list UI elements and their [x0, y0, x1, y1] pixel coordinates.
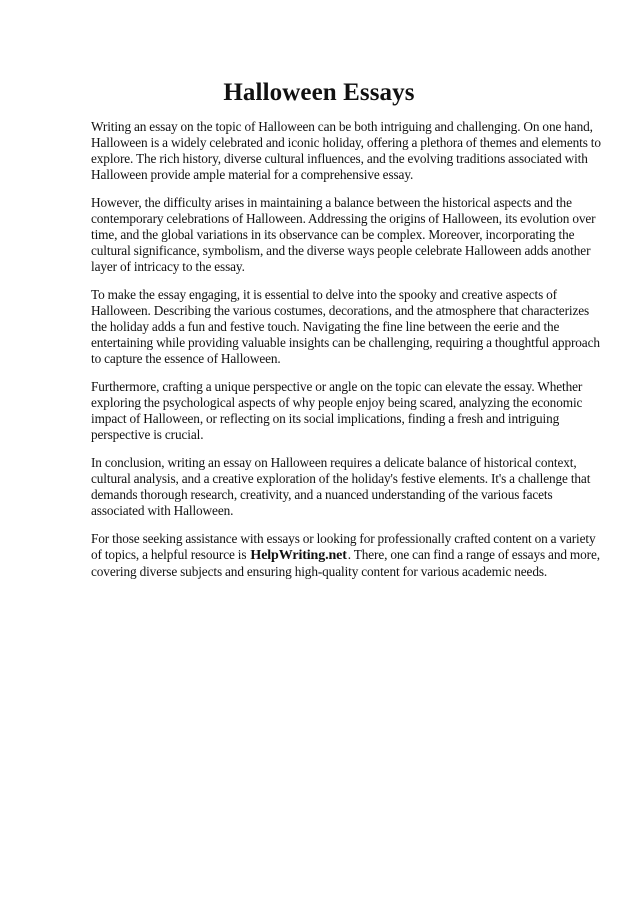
resource-text-after: . There, one can find a range of essays and more, covering diverse subjects and ensuring high-quality content for various academic needs.: [91, 547, 600, 579]
paragraph-resource: [91, 531, 603, 580]
paragraph-engaging: To make the essay engaging, it is essential to delve into the spooky and creative aspects of Halloween. Describing the various costumes, decorations, and the atmosphere that characterizes the holiday adds a fun and festive touch. Navigating the fine line between the eerie and the entertaining while providing valuable insights can be challenging, requiring a thoughtful approach to capture the essence of Halloween.: [91, 287, 600, 366]
resource-text-before: For those seeking assistance with essays or looking for professionally crafted content on a variety of topics, a helpful resource is: [91, 531, 596, 562]
paragraph-perspective: Furthermore, crafting a unique perspective or angle on the topic can elevate the essay. Whether exploring the psychological aspects of why people enjoy being scared, analyzing the economic impact of Halloween, or reflecting on its social implications, finding a fresh and intriguing perspective is crucial.: [91, 379, 583, 442]
document-body: [91, 119, 603, 592]
paragraph-intro: Writing an essay on the topic of Halloween can be both intriguing and challenging. On one hand, Halloween is a widely celebrated and iconic holiday, offering a plethora of themes and elements to explore. The rich history, diverse cultural influences, and the evolving traditions associated with Halloween provide ample material for a comprehensive essay.: [91, 119, 601, 182]
paragraph-difficulty: However, the difficulty arises in maintaining a balance between the historical aspects and the contemporary celebrations of Halloween. Addressing the origins of Halloween, its evolution over time, and the global variations in its observance can be complex. Moreover, incorporating the cultural significance, symbolism, and the diverse ways people celebrate Halloween adds another layer of intricacy to the essay.: [91, 195, 596, 274]
paragraph-conclusion: In conclusion, writing an essay on Halloween requires a delicate balance of historical context, cultural analysis, and a creative exploration of the holiday's festive elements. It's a challenge that demands thorough research, creativity, and a nuanced understanding of the various facets associated with Halloween.: [91, 455, 591, 518]
resource-link[interactable]: HelpWriting.net: [250, 548, 347, 563]
page-title: Halloween Essays: [223, 78, 415, 106]
